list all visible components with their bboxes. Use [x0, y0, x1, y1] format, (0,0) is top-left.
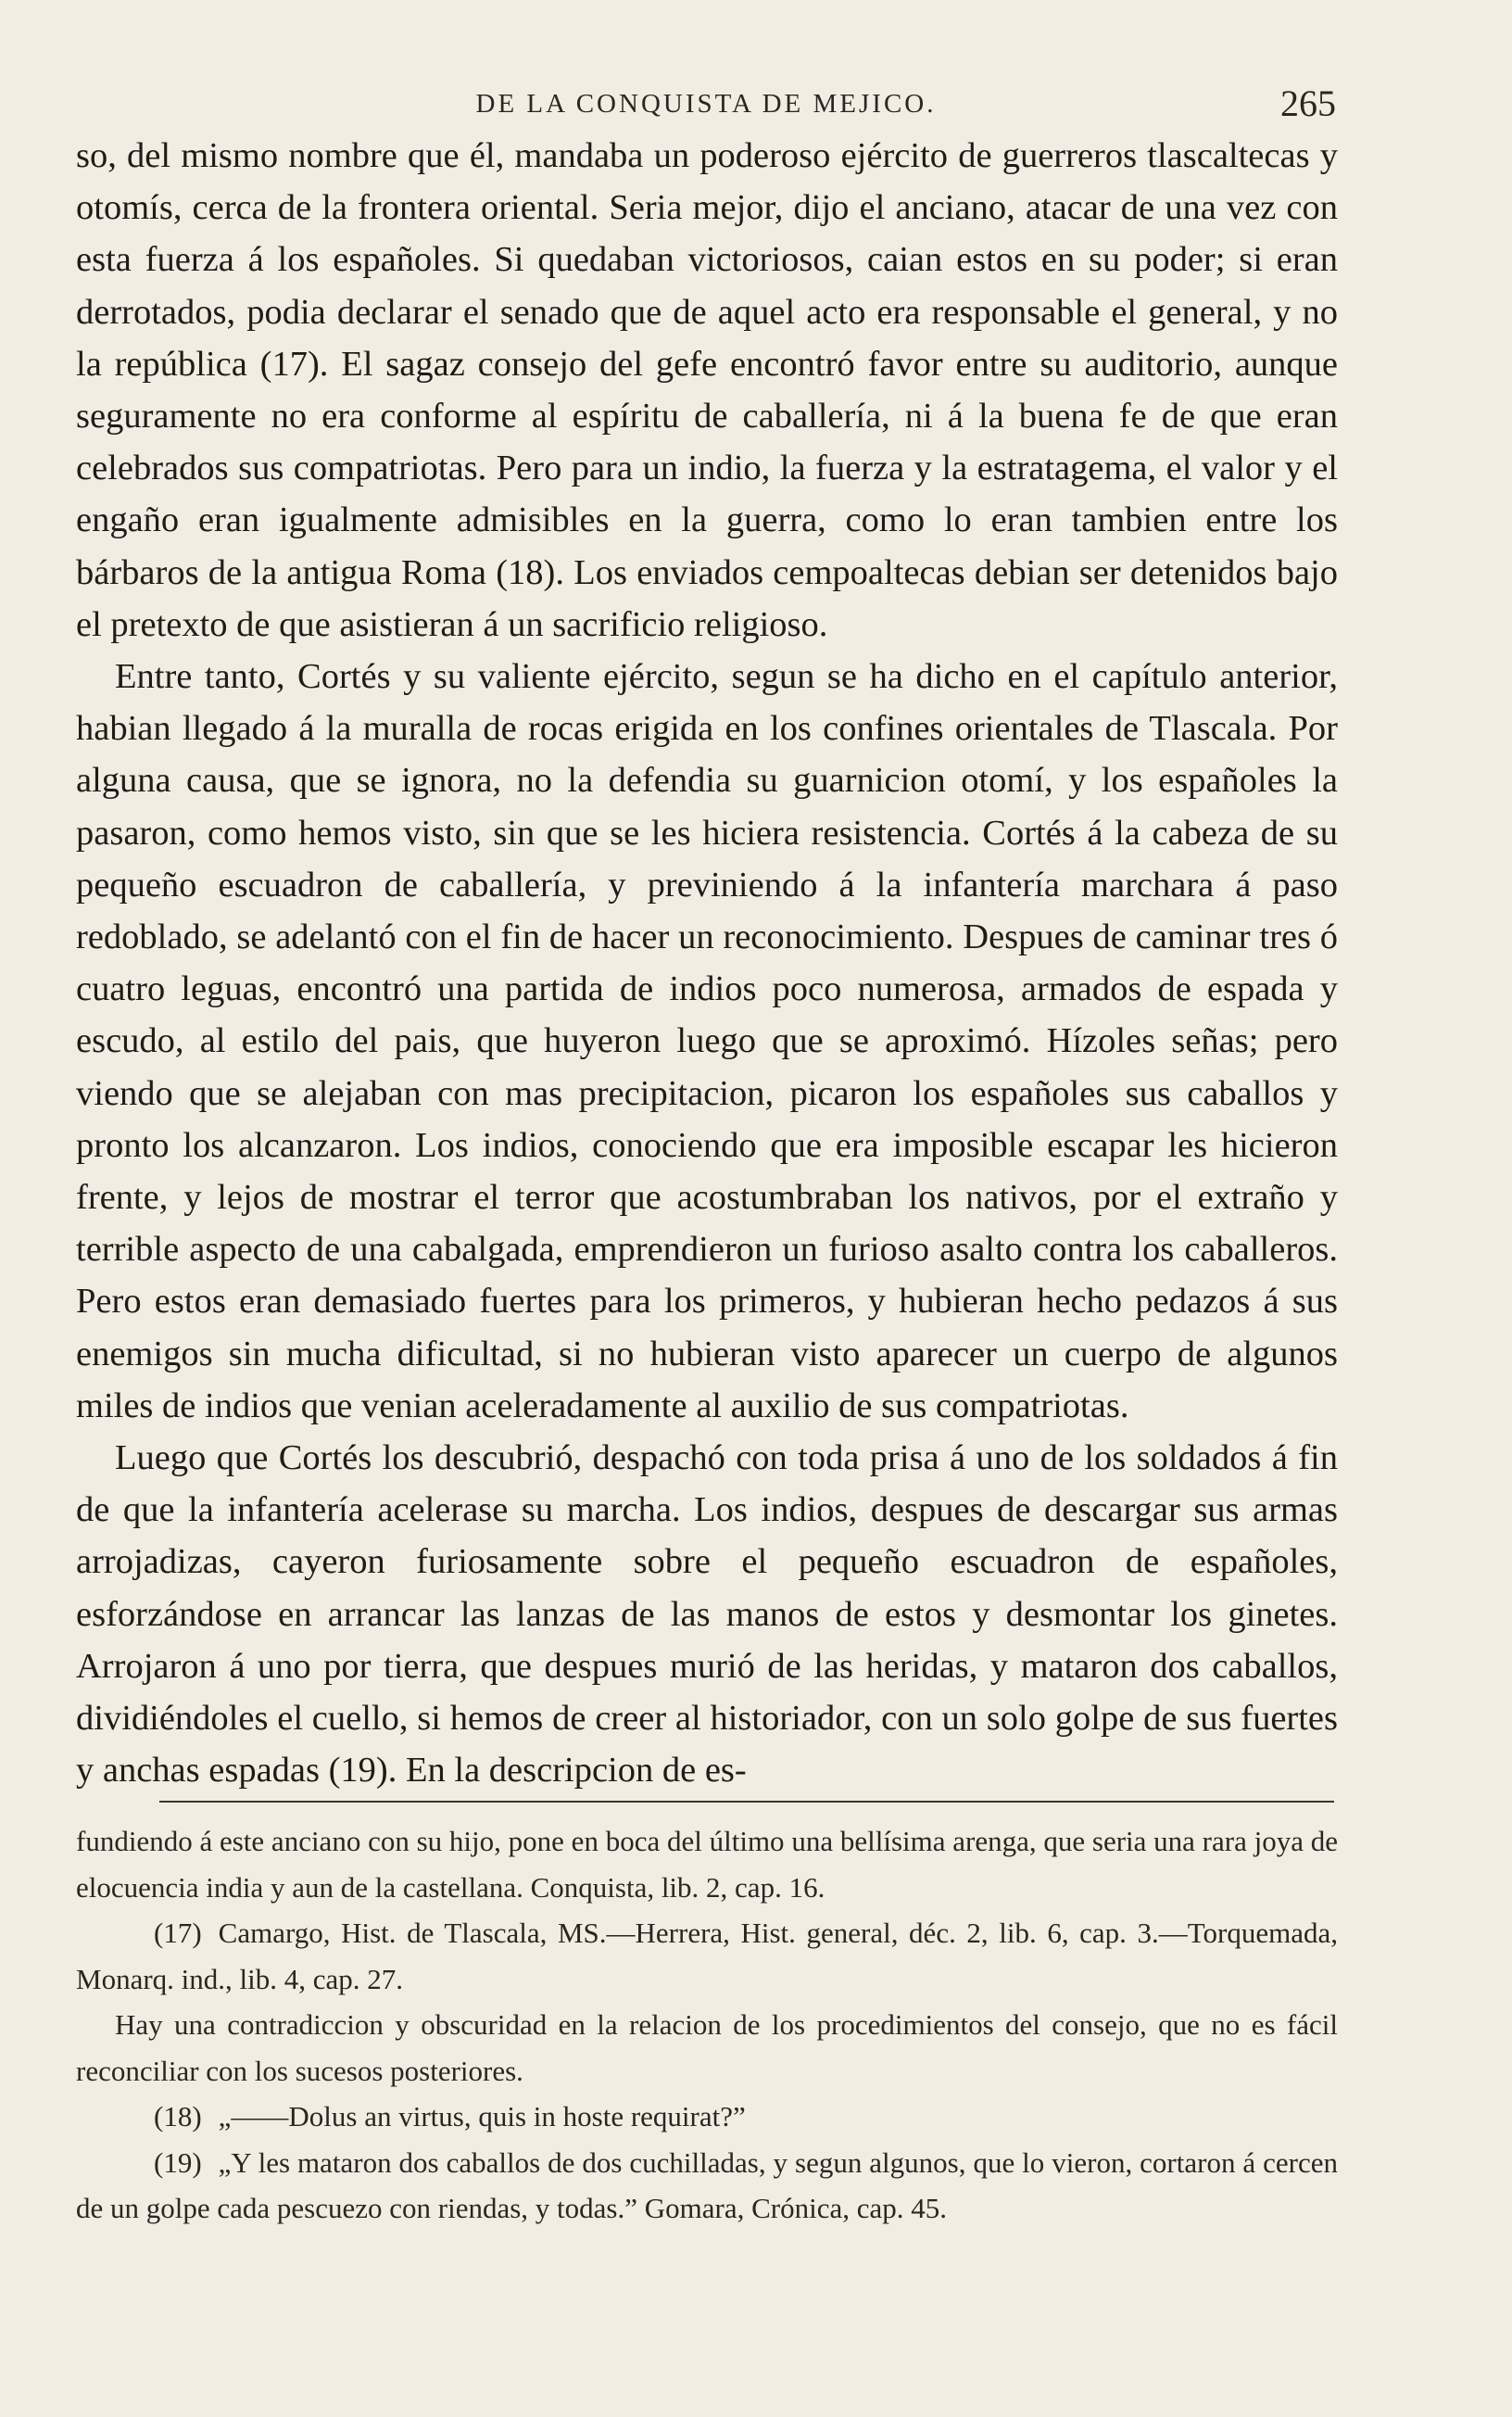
- footnote-continuation: fundiendo á este anciano con su hijo, pone en boca del último una bellísima arenga, que seria una rara joya de elocuencia india y aun de la castellana. Conquista, lib. 2, cap. 16.: [76, 1825, 1338, 1904]
- footnote-text: „Y les mataron dos caballos de dos cuchilladas, y segun algunos, que lo vieron, cortaron á cercen de un golpe cada pescuezo con riendas, y todas.” Gomara, Crónica, cap. 45.: [76, 2145, 1338, 2224]
- footnote-19: [76, 2140, 1338, 2232]
- page-header: [76, 82, 1336, 128]
- footnote-text: „——Dolus an virtus, quis in hoste requirat?”: [218, 2100, 746, 2132]
- footnote-text: Camargo, Hist. de Tlascala, MS.—Herrera, Hist. general, déc. 2, lib. 6, cap. 3.—Torquemada, Monarq. ind., lib. 4, cap. 27.: [76, 1917, 1338, 1995]
- footnote-marker: (19): [154, 2145, 202, 2179]
- footnote-17-extra: Hay una contradiccion y obscuridad en la relacion de los procedimientos del consejo, que no es fácil reconciliar con los sucesos posteriores.: [76, 2008, 1338, 2087]
- footnote-17: [76, 1910, 1338, 2002]
- footnote-divider: [159, 1801, 1334, 1803]
- paragraph: so, del mismo nombre que él, mandaba un poderoso ejército de guerreros tlascaltecas y otomís, cerca de la frontera oriental. Seria mejor, dijo el anciano, atacar de una vez con esta fuerza á los españoles. Si quedaban victoriosos, caian estos en su poder; si eran derrotados, podia declarar el senado que de aquel acto era responsable el general, y no la república (17). El sagaz consejo del gefe encontró favor entre su auditorio, aunque seguramente no era conforme al espíritu de caballería, ni á la buena fe de que eran celebrados sus compatriotas. Pero para un indio, la fuerza y la estratagema, el valor y el engaño eran igualmente admisibles en la guerra, como lo eran tambien entre los bárbaros de la antigua Roma (18). Los enviados cempoaltecas debian ser detenidos bajo el pretexto de que asistieran á un sacrificio religioso.: [76, 136, 1338, 644]
- footnote-18: [76, 2094, 1338, 2140]
- page-number: 265: [1280, 82, 1336, 124]
- footnote-marker: (18): [154, 2100, 202, 2132]
- running-title: DE LA CONQUISTA DE MEJICO.: [475, 89, 937, 119]
- paragraph: Luego que Cortés los descubrió, despachó con toda prisa á uno de los soldados á fin de que la infantería acelerase su marcha. Los indios, despues de descargar sus armas arrojadizas, cayeron furiosamente sobre el pequeño escuadron de españoles, esforzándose en arrancar las lanzas de las manos de estos y desmontar los ginetes. Arrojaron á uno por tierra, que despues murió de las heridas, y mataron dos caballos, dividiéndoles el cuello, si hemos de creer al historiador, con un solo golpe de sus fuertes y anchas espadas (19). En la descripcion de es-: [76, 1438, 1338, 1791]
- paragraph: Entre tanto, Cortés y su valiente ejército, segun se ha dicho en el capítulo anterior, habian llegado á la muralla de rocas erigida en los confines orientales de Tlascala. Por alguna causa, que se ignora, no la defendia su guarnicion otomí, y los españoles la pasaron, como hemos visto, sin que se les hiciera resistencia. Cortés á la cabeza de su pequeño escuadron de caballería, y previniendo á la infantería marchara á paso redoblado, se adelantó con el fin de hacer un reconocimiento. Despues de caminar tres ó cuatro leguas, encontró una partida de indios poco numerosa, armados de espada y escudo, al estilo del pais, que huyeron luego que se aproximó. Hízoles señas; pero viendo que se alejaban con mas precipitacion, picaron los españoles sus caballos y pronto los alcanzaron. Los indios, conociendo que era imposible escapar les hicieron frente, y lejos de mostrar el terror que acostumbraban los nativos, por el extraño y terrible aspecto de una cabalgada, emprendieron un furioso asalto contra los caballeros. Pero estos eran demasiado fuertes para los primeros, y hubieran hecho pedazos á sus enemigos sin mucha dificultad, si no hubieran visto aparecer un cuerpo de algunos miles de indios que venian aceleradamente al auxilio de sus compatriotas.: [76, 657, 1338, 1425]
- main-text: [76, 130, 1338, 1797]
- footnotes: [76, 1818, 1338, 2232]
- footnote-marker: (17): [154, 1917, 202, 1949]
